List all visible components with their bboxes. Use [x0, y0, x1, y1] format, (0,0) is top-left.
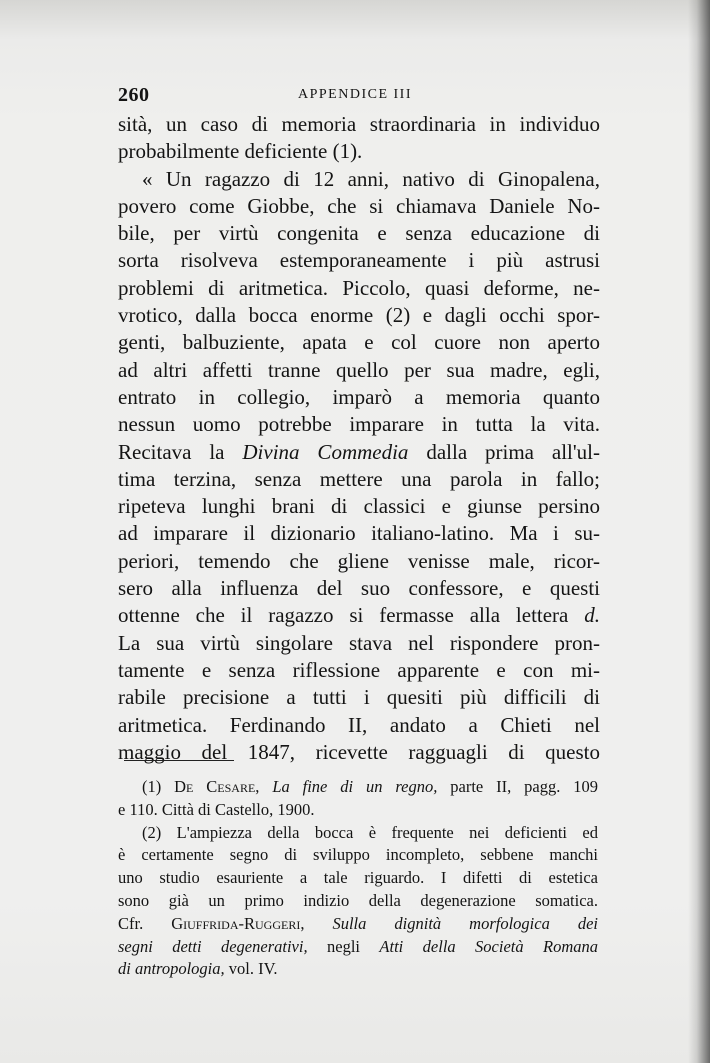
text-segment: parte II, pagg. 109	[450, 777, 598, 796]
footnote-line: uno studio esauriente a tale riguardo. I difetti di estetica	[118, 868, 598, 888]
text-segment: negli	[327, 936, 360, 956]
text-line: tima terzina, senza mettere una parola in fallo;	[118, 466, 600, 491]
page-header	[118, 84, 600, 108]
work-title: Divina Commedia	[242, 439, 409, 464]
text-line: entrato in collegio, imparò a memoria quanto	[118, 384, 600, 409]
text-line: povero come Giobbe, che si chiamava Daniele No-	[118, 193, 600, 218]
footnote-line	[118, 936, 598, 959]
text-segment: Recitava la	[118, 439, 225, 464]
text-line: genti, balbuziente, apata e col cuore non aperto	[118, 330, 600, 355]
text-line: aritmetica. Ferdinando II, andato a Chieti nel	[118, 712, 600, 737]
text-segment: vol. IV.	[228, 959, 278, 979]
footnotes	[118, 776, 598, 981]
author-name: De	[174, 777, 194, 796]
text-line: maggio del 1847, ricevette ragguagli di questo	[118, 739, 600, 764]
work-title: La fine di un regno,	[272, 777, 438, 796]
work-title: segni detti degenerativi,	[118, 936, 308, 956]
text-segment: Cfr.	[118, 913, 144, 933]
page-number: 260	[118, 84, 150, 106]
italic-letter: d.	[584, 603, 600, 628]
text-line: ad imparare il dizionario italiano-latino. Ma i su-	[118, 521, 600, 546]
text-line: nessun uomo potrebbe imparare in tutta la vita.	[118, 412, 600, 437]
text-segment: ottenne che il ragazzo si fermasse alla lettera	[118, 603, 569, 628]
text-line: sorta risolveva estemporaneamente i più astrusi	[118, 248, 600, 273]
journal-title: Atti della Società Romana	[379, 936, 599, 956]
text-line: probabilmente deficiente (1).	[118, 139, 363, 164]
text-line: tamente e senza riflessione apparente e con mi-	[118, 657, 600, 682]
footnote-line	[118, 776, 598, 799]
footnote-line: (2) L'ampiezza della bocca è frequente nei deficienti ed	[142, 822, 598, 842]
text-line: sero alla influenza del suo confessore, e questi	[118, 576, 600, 601]
footnote-rule	[124, 760, 234, 761]
footnote-line: e 110. Città di Castello, 1900.	[118, 799, 315, 819]
text-line: ad altri affetti tranne quello per sua madre, egli,	[118, 357, 600, 382]
running-head: APPENDICE III	[298, 87, 412, 102]
footnote-marker: (1)	[142, 777, 162, 796]
text-line: La sua virtù singolare stava nel rispondere pron-	[118, 630, 600, 655]
text-line: « Un ragazzo di 12 anni, nativo di Ginopalena,	[142, 166, 600, 191]
work-title: Sulla dignità morfologica dei	[332, 913, 598, 933]
journal-title: di antropologia,	[118, 959, 225, 979]
footnote-line	[118, 958, 598, 981]
text-segment: dalla prima all'ul-	[426, 439, 600, 464]
text-line: bile, per virtù congenita e senza educazione di	[118, 221, 600, 246]
text-line	[118, 602, 600, 629]
body-text	[118, 111, 600, 766]
text-line: vrotico, dalla bocca enorme (2) e dagli occhi spor-	[118, 303, 600, 328]
footnote-line: è certamente segno di sviluppo incompleto, sebbene manchi	[118, 845, 598, 865]
page-spine-shadow	[688, 0, 710, 1063]
text-line: problemi di aritmetica. Piccolo, quasi deforme, ne-	[118, 275, 600, 300]
footnote-line	[118, 913, 598, 936]
footnote-line: sono già un primo indizio della degenerazione somatica.	[118, 890, 598, 910]
text-line: periori, temendo che gliene venisse male, ricor-	[118, 548, 600, 573]
author-name: Giuffrida-Ruggeri,	[171, 913, 305, 933]
text-line: rabile precisione a tutti i quesiti più difficili di	[118, 685, 600, 710]
author-name: Cesare,	[206, 777, 260, 796]
text-line: sità, un caso di memoria straordinaria in individuo	[118, 112, 600, 136]
text-line	[118, 439, 600, 466]
text-line: ripeteva lunghi brani di classici e giunse persino	[118, 494, 600, 519]
